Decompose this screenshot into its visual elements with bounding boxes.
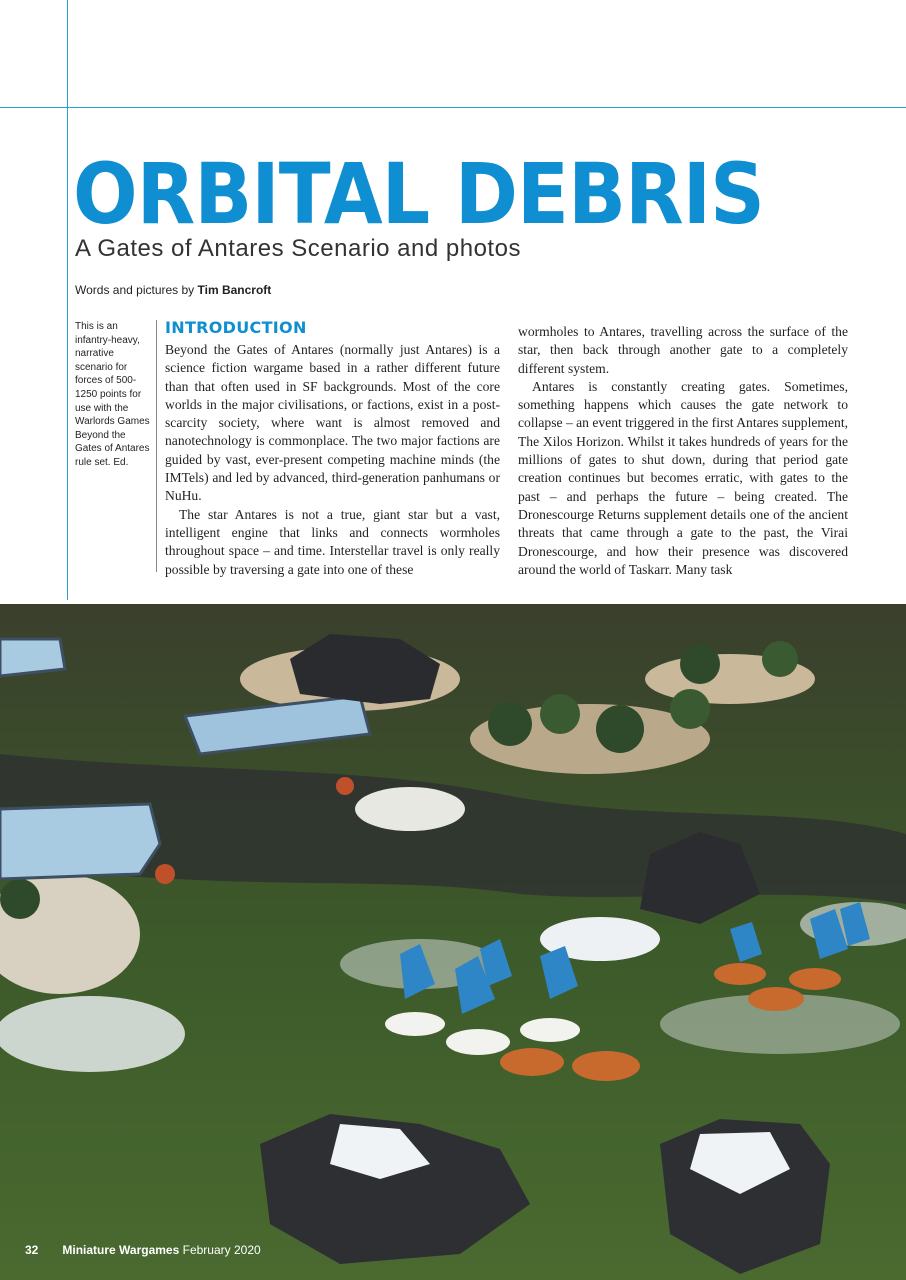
paragraph-3: wormholes to Antares, travelling across the surface of the star, then back through another gate to a completely different system. <box>518 324 848 376</box>
page-footer <box>25 1243 261 1257</box>
editor-sidenote: This is an infantry-heavy, narrative scenario for forces of 500-1250 points for use with the Warlords Games Beyond the Gates of Antares rule set. Ed. <box>75 321 150 468</box>
page-number: 32 <box>25 1243 39 1257</box>
byline-author: Tim Bancroft <box>197 283 272 297</box>
article-title: ORBITAL DEBRIS <box>73 145 764 243</box>
paragraph-1: Beyond the Gates of Antares (normally just Antares) is a science fiction wargame based in a rather different future than that often used in SF backgrounds. Most of the core worlds in the major civilisations, or factions, exist in a post-scarcity society, where want is almost removed and nanotechnology is commonplace. The two major factions are guided by vast, ever-present competing machine minds (the IMTels) and led by advanced, third-generation panhumans or NuHu. <box>165 342 500 504</box>
sidenote-divider <box>156 320 157 572</box>
vertical-rule <box>67 0 68 600</box>
paragraph-4: Antares is constantly creating gates. Sometimes, something happens which causes the gate network to collapse – an event triggered in the first Antares supplement, The Xilos Horizon. Whilst it takes hundreds of years for the millions of gates to shut down, during that period gate creation continues but becomes erratic, with gates to the past – and perhaps the future – being created. The Dronescourge Returns supplement details one of the ancient threats that came through a gate to the past, the Virai Dronescourge, and how their presence was discovered around the world of Taskarr. Many task <box>518 378 848 577</box>
section-heading: INTRODUCTION <box>165 318 307 337</box>
text-column-2 <box>518 323 848 579</box>
byline <box>75 283 271 297</box>
horizontal-rule <box>0 107 906 108</box>
text-column-1 <box>165 318 500 579</box>
issue-date: February 2020 <box>179 1243 261 1257</box>
magazine-name: Miniature Wargames <box>62 1243 180 1257</box>
byline-prefix: Words and pictures by <box>75 283 198 297</box>
wargame-table-photo <box>0 604 906 1280</box>
article-subtitle: A Gates of Antares Scenario and photos <box>75 235 521 262</box>
paragraph-2: The star Antares is not a true, giant star but a vast, intelligent engine that links and connects wormholes throughout space – and time. Interstellar travel is only really possible by traversing a gate into one of these <box>165 506 500 577</box>
